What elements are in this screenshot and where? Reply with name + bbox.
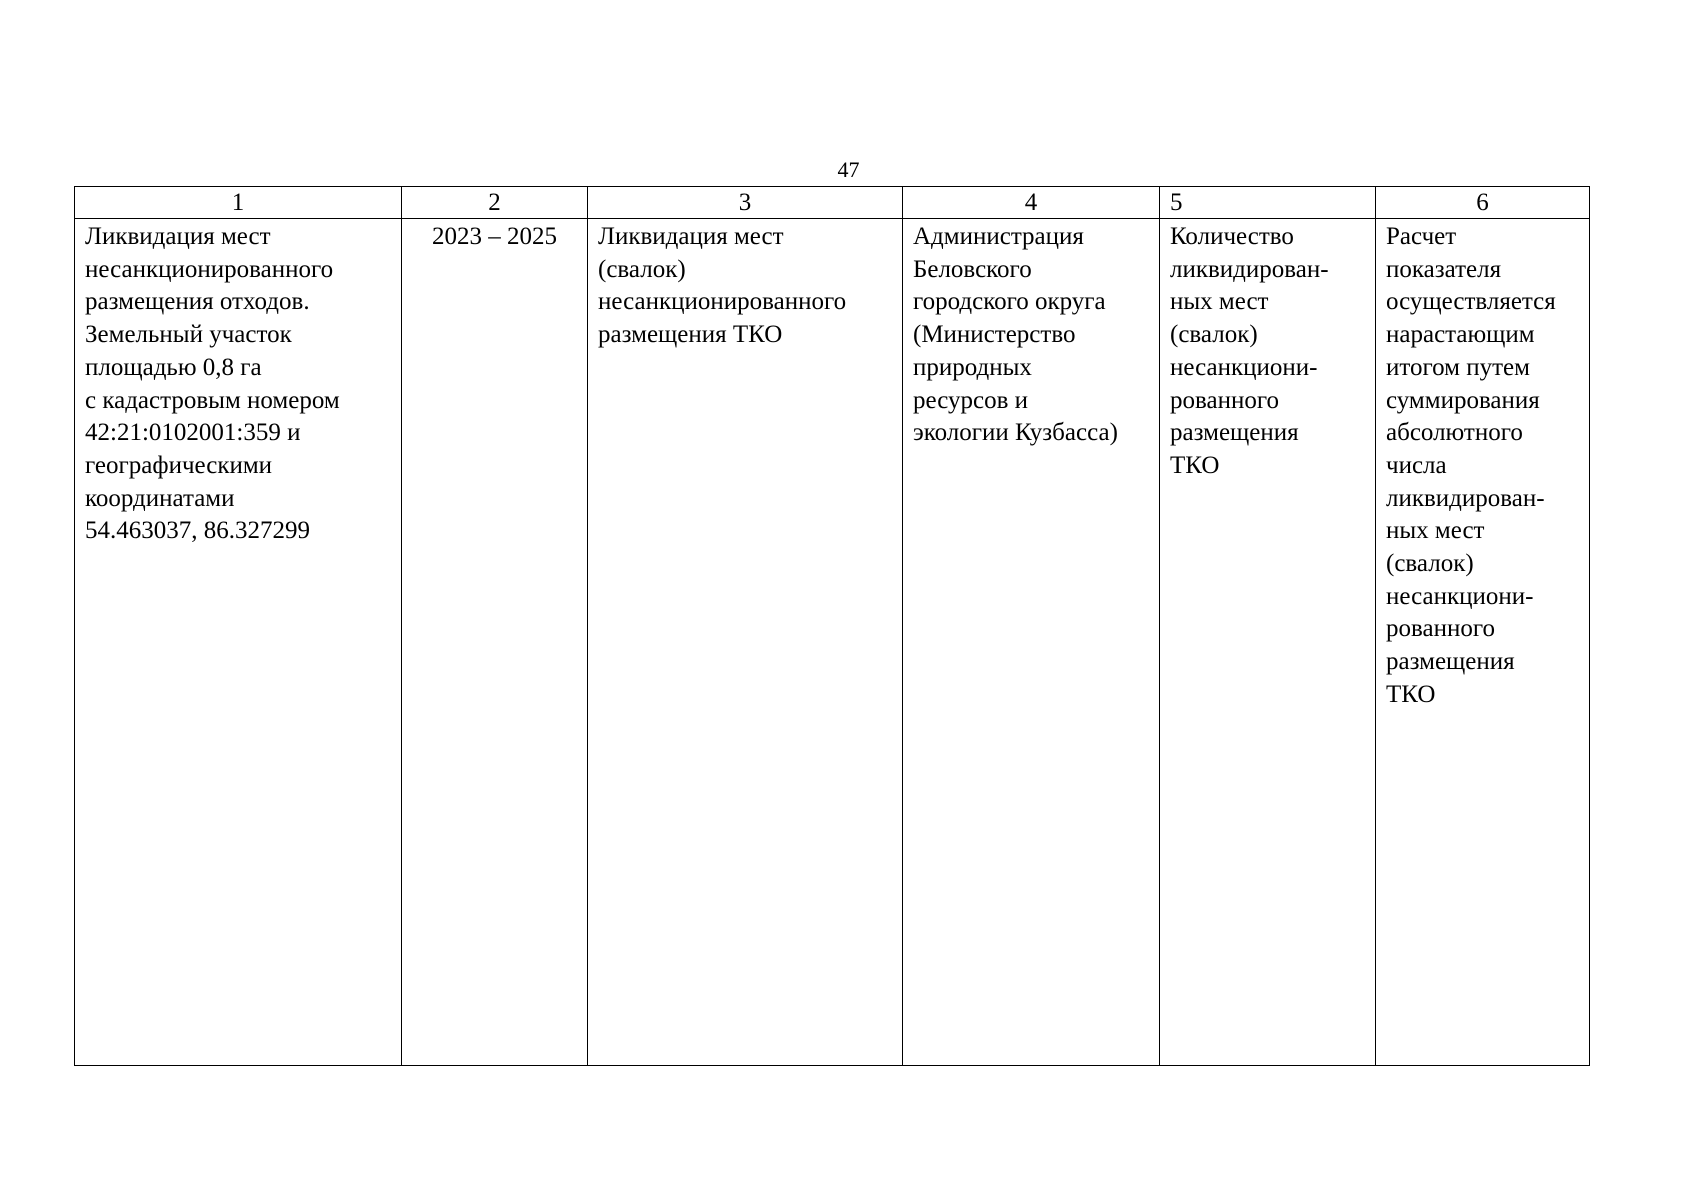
column-number-3: 3 (588, 187, 903, 219)
column-number-row (75, 187, 1590, 219)
indicator-cell: Количество ликвидирован- ных мест (свалок) несанкциони- рованного размещения ТКО (1160, 219, 1376, 1066)
column-number-1: 1 (75, 187, 402, 219)
page-number: 47 (837, 157, 860, 182)
column-number-4: 4 (903, 187, 1160, 219)
measures-table (74, 186, 1590, 1066)
responsible-cell: Администрация Беловского городского округа (Министерство природных ресурсов и экологии Кузбасса) (903, 219, 1160, 1066)
calculation-method-cell: Расчет показателя осуществляется нарастающим итогом путем суммирования абсолютного числа ликвидирован- ных мест (свалок) несанкциони- рованного размещения ТКО (1376, 219, 1590, 1066)
column-number-5: 5 (1160, 187, 1376, 219)
result-cell: Ликвидация мест (свалок) несанкционированного размещения ТКО (588, 219, 903, 1066)
measure-description-cell: Ликвидация мест несанкционированного размещения отходов. Земельный участок площадью 0,8 га с кадастровым номером 42:21:0102001:359 и географическими координатами 54.463037, 86.327299 (75, 219, 402, 1066)
table-row (75, 219, 1590, 1066)
period-cell: 2023 – 2025 (402, 219, 588, 1066)
column-number-2: 2 (402, 187, 588, 219)
column-number-6: 6 (1376, 187, 1590, 219)
